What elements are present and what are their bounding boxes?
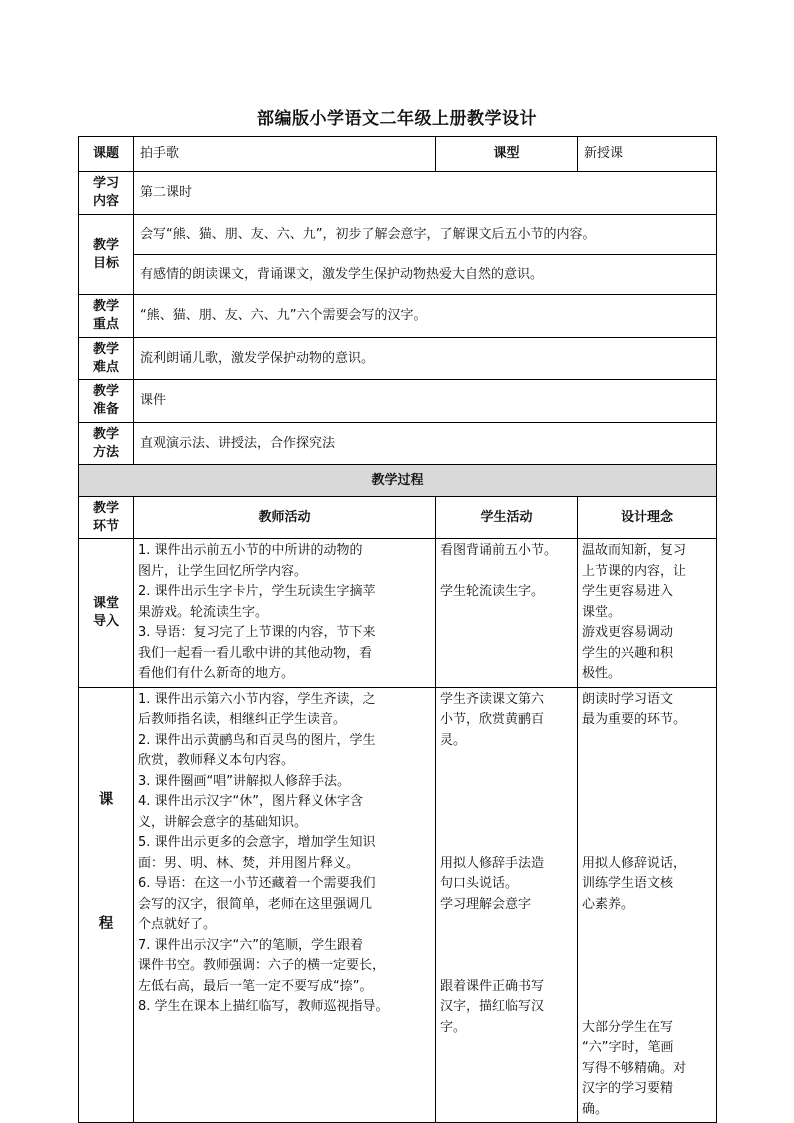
process-heading: 教学过程 xyxy=(79,465,717,497)
intro-teacher-line: 果游戏。轮流读生字。 xyxy=(138,604,269,620)
value-content: 第二课时 xyxy=(134,172,717,215)
lesson-concept-spacer xyxy=(582,751,712,772)
label-preparation: 教学 准备 xyxy=(79,380,134,423)
intro-concept-line: 温故而知新，复习 xyxy=(582,543,687,558)
lesson-teacher-line: 面：男、明、林、焚，并用图片释义。 xyxy=(138,855,360,871)
row-process-heading xyxy=(79,465,717,497)
lesson-student-spacer xyxy=(440,833,573,854)
intro-concept-line: 学生更容易进入 xyxy=(582,584,674,599)
lesson-concept-spacer xyxy=(582,772,712,793)
lesson-student-line: 句口头说话。 xyxy=(440,876,519,891)
lesson-concept-cell xyxy=(578,687,717,1123)
intro-concept-line: 上节课的内容，让 xyxy=(582,563,687,579)
lesson-teacher-line: 义，讲解会意字的基础知识。 xyxy=(138,814,308,830)
lesson-concept-line: 写得不够精确。对 xyxy=(582,1060,687,1076)
value-key-point: “熊、猫、朋、友、六、九”六个需要会写的汉字。 xyxy=(134,295,717,338)
row-topic xyxy=(79,137,717,172)
lesson-concept-line: 训练学生语文核 xyxy=(582,876,674,891)
label-topic: 课题 xyxy=(79,137,134,172)
label-lesson-type: 课型 xyxy=(436,137,578,172)
col-student-activity: 学生活动 xyxy=(436,497,578,539)
value-goal-2: 有感情的朗读课文，背诵课文，激发学生保护动物热爱大自然的意识。 xyxy=(134,255,717,295)
label-lesson-top: 课 xyxy=(98,791,114,808)
intro-student-line: 看图背诵前五小节。 xyxy=(440,543,558,558)
intro-teacher-line: 3. 导语：复习完了上节课的内容，节下来 xyxy=(138,625,376,640)
lesson-teacher-line: 3. 课件圈画“唱”讲解拟人修辞手法。 xyxy=(138,773,351,789)
lesson-teacher-cell xyxy=(134,687,436,1123)
lesson-student-line: 灵。 xyxy=(440,732,467,748)
lesson-teacher-line: 会写的汉字，很简单，老师在这里强调几 xyxy=(138,896,373,912)
lesson-student-line: 小节，欣赏黄鹂百 xyxy=(440,712,545,727)
lesson-concept-line: 朗读时学习语文 xyxy=(582,691,674,707)
lesson-teacher-line: 课件书空。教师强调：六子的横一定要长， xyxy=(138,958,386,973)
lesson-concept-spacer xyxy=(582,936,712,957)
value-difficulty: 流利朗诵儿歌，激发学保护动物的意识。 xyxy=(134,338,717,380)
lesson-concept-line: 用拟人修辞说话， xyxy=(582,855,687,871)
lesson-teacher-line: 8. 学生在课本上描红临写，教师巡视指导。 xyxy=(138,999,389,1014)
intro-concept-line: 极性。 xyxy=(582,666,622,681)
label-method: 教学 方法 xyxy=(79,423,134,465)
row-goal-2 xyxy=(79,255,717,295)
lesson-teacher-line: 4. 课件出示汉字“休”，图片释义休字含 xyxy=(138,794,364,809)
lesson-concept-line: 心素养。 xyxy=(582,896,635,912)
lesson-student-spacer xyxy=(440,792,573,813)
lesson-student-line: 跟着课件正确书写 xyxy=(440,978,545,994)
value-preparation: 课件 xyxy=(134,380,717,423)
lesson-concept-line: 确。 xyxy=(582,1101,609,1117)
intro-student-spacer xyxy=(440,562,573,583)
label-content: 学习 内容 xyxy=(79,172,134,215)
lesson-concept-line: 大部分学生在写 xyxy=(582,1019,674,1035)
lesson-concept-spacer xyxy=(582,956,712,977)
lesson-teacher-line: 欣赏，教师释义本句内容。 xyxy=(138,753,295,768)
row-key-point xyxy=(79,295,717,338)
value-goal-1: 会写“熊、猫、朋、友、六、九”，初步了解会意字，了解课文后五小节的内容。 xyxy=(134,215,717,255)
row-preparation xyxy=(79,380,717,423)
label-lesson-bottom: 程 xyxy=(98,915,114,932)
lesson-concept-line: 最为重要的环节。 xyxy=(582,712,687,727)
lesson-teacher-line: 1. 课件出示第六小节内容，学生齐读，之 xyxy=(138,691,376,707)
lesson-concept-spacer xyxy=(582,915,712,936)
lesson-concept-spacer xyxy=(582,977,712,998)
lesson-concept-line: 汉字的学习要精 xyxy=(582,1081,674,1096)
lesson-concept-spacer xyxy=(582,997,712,1018)
lesson-concept-spacer xyxy=(582,792,712,813)
intro-teacher-cell xyxy=(134,539,436,688)
lesson-student-line: 汉字，描红临写汉 xyxy=(440,999,545,1014)
intro-student-cell xyxy=(436,539,578,688)
lesson-student-spacer xyxy=(440,751,573,772)
row-content xyxy=(79,172,717,215)
lesson-student-line: 用拟人修辞手法造 xyxy=(440,855,545,871)
lesson-teacher-line: 左低右高，最后一笔一定不要写成“捺”。 xyxy=(138,978,373,994)
lesson-teacher-line: 6. 导语：在这一小节还藏着一个需要我们 xyxy=(138,876,376,891)
lesson-student-line: 学生齐读课文第六 xyxy=(440,691,545,707)
lesson-concept-spacer xyxy=(582,833,712,854)
label-key-point: 教学 重点 xyxy=(79,295,134,338)
value-method: 直观演示法、讲授法，合作探究法 xyxy=(134,423,717,465)
row-process-columns xyxy=(79,497,717,539)
lesson-plan-table xyxy=(78,136,717,1123)
document-title: 部编版小学语文二年级上册教学设计 xyxy=(257,109,537,129)
intro-concept-cell xyxy=(578,539,717,688)
col-design-concept: 设计理念 xyxy=(578,497,717,539)
value-lesson-type: 新授课 xyxy=(578,137,717,172)
intro-teacher-line: 1. 课件出示前五小节的中所讲的动物的 xyxy=(138,543,363,558)
lesson-student-spacer xyxy=(440,915,573,936)
lesson-student-cell xyxy=(436,687,578,1123)
row-intro xyxy=(79,539,717,688)
lesson-teacher-line: 后教师指名读，相继纠正学生读音。 xyxy=(138,712,347,727)
label-goal: 教学 目标 xyxy=(79,215,134,295)
lesson-concept-spacer xyxy=(582,731,712,752)
lesson-student-spacer xyxy=(440,936,573,957)
intro-teacher-line: 我们一起看一看儿歌中讲的其他动物，看 xyxy=(138,645,373,661)
intro-student-line: 学生轮流读生字。 xyxy=(440,584,545,599)
col-teacher-activity: 教师活动 xyxy=(134,497,436,539)
lesson-student-spacer xyxy=(440,813,573,834)
lesson-teacher-line: 7. 课件出示汉字“六”的笔顺，学生跟着 xyxy=(138,937,364,953)
lesson-concept-line: “六”字时，笔画 xyxy=(582,1040,674,1055)
row-lesson xyxy=(79,687,717,1123)
lesson-student-spacer xyxy=(440,772,573,793)
label-intro: 课堂 导入 xyxy=(79,539,134,688)
intro-teacher-line: 2. 课件出示生字卡片，学生玩读生字摘苹 xyxy=(138,584,376,599)
label-difficulty: 教学 难点 xyxy=(79,338,134,380)
row-method xyxy=(79,423,717,465)
lesson-teacher-line: 2. 课件出示黄鹂鸟和百灵鸟的图片，学生 xyxy=(138,732,376,748)
col-stage: 教学 环节 xyxy=(79,497,134,539)
row-goal-1 xyxy=(79,215,717,255)
value-topic: 拍手歌 xyxy=(134,137,436,172)
intro-concept-line: 学生的兴趣和积 xyxy=(582,645,674,661)
lesson-student-line: 学习理解会意字 xyxy=(440,896,532,912)
lesson-teacher-line: 5. 课件出示更多的会意字，增加学生知识 xyxy=(138,835,376,850)
lesson-student-spacer xyxy=(440,956,573,977)
label-lesson xyxy=(79,687,134,1123)
row-difficulty xyxy=(79,338,717,380)
intro-concept-line: 游戏更容易调动 xyxy=(582,625,674,640)
intro-concept-line: 课堂。 xyxy=(582,604,622,620)
intro-teacher-line: 看他们有什么新奇的地方。 xyxy=(138,666,295,681)
lesson-teacher-line: 个点就好了。 xyxy=(138,917,217,932)
intro-teacher-line: 图片，让学生回忆所学内容。 xyxy=(138,563,308,579)
lesson-student-line: 字。 xyxy=(440,1019,467,1035)
lesson-concept-spacer xyxy=(582,813,712,834)
